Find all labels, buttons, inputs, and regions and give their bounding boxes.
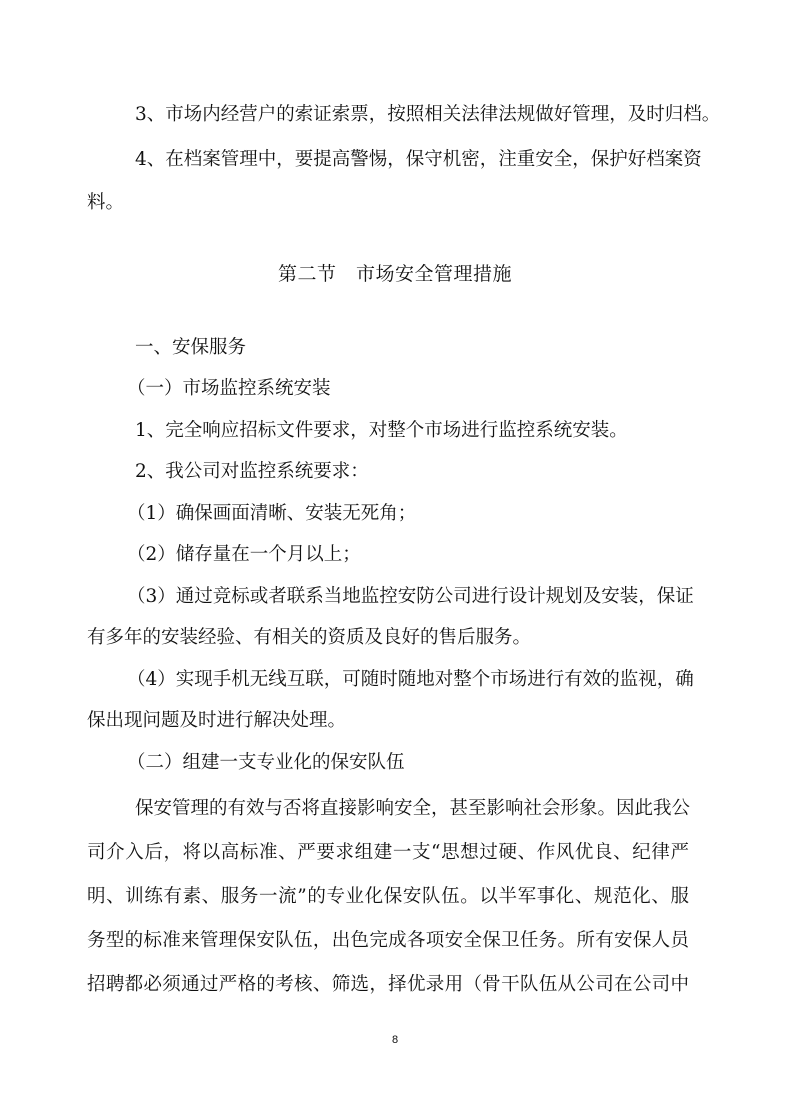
list-item: （3）通过竞标或者联系当地监控安防公司进行设计规划及安装，保证 [127,586,694,607]
list-item: （1）确保画面清晰、安装无死角； [127,503,417,524]
paragraph-line: 务型的标准来管理保安队伍，出色完成各项安全保卫任务。所有安保人员 [87,930,689,951]
paragraph-line: 明、训练有素、服务一流”的专业化保安队伍。以半军事化、规范化、服 [87,886,689,907]
section-title: 第二节 市场安全管理措施 [277,263,512,285]
paragraph-line: 招聘都必须通过严格的考核、筛选，择优录用（骨干队伍从公司在公司中 [87,974,689,995]
list-item: 1、完全响应招标文件要求，对整个市场进行监控系统安装。 [135,420,628,441]
text-line: 3、市场内经营户的索证索票，按照相关法律法规做好管理，及时归档。 [135,104,721,125]
paragraph-line: 司介入后，将以高标准、严要求组建一支“思想过硬、作风优良、纪律严 [87,842,689,863]
subheading-guard-team: （二）组建一支专业化的保安队伍 [127,752,405,773]
text-line: 料。 [87,192,125,213]
list-item: （2）储存量在一个月以上； [127,544,361,565]
list-item-continued: 保出现问题及时进行解决处理。 [87,710,347,731]
subheading-monitoring: （一）市场监控系统安装 [127,378,331,399]
paragraph-line: 保安管理的有效与否将直接影响安全，甚至影响社会形象。因此我公 [135,798,691,819]
list-item: （4）实现手机无线互联，可随时随地对整个市场进行有效的监视，确 [127,669,694,690]
list-item-continued: 有多年的安装经验、有相关的资质及良好的售后服务。 [87,627,532,648]
page-number: 8 [391,1034,399,1046]
text-line: 4、在档案管理中，要提高警惕，保守机密，注重安全，保护好档案资 [135,149,702,170]
list-item: 2、我公司对监控系统要求： [135,461,369,482]
heading-security: 一、安保服务 [135,337,247,358]
